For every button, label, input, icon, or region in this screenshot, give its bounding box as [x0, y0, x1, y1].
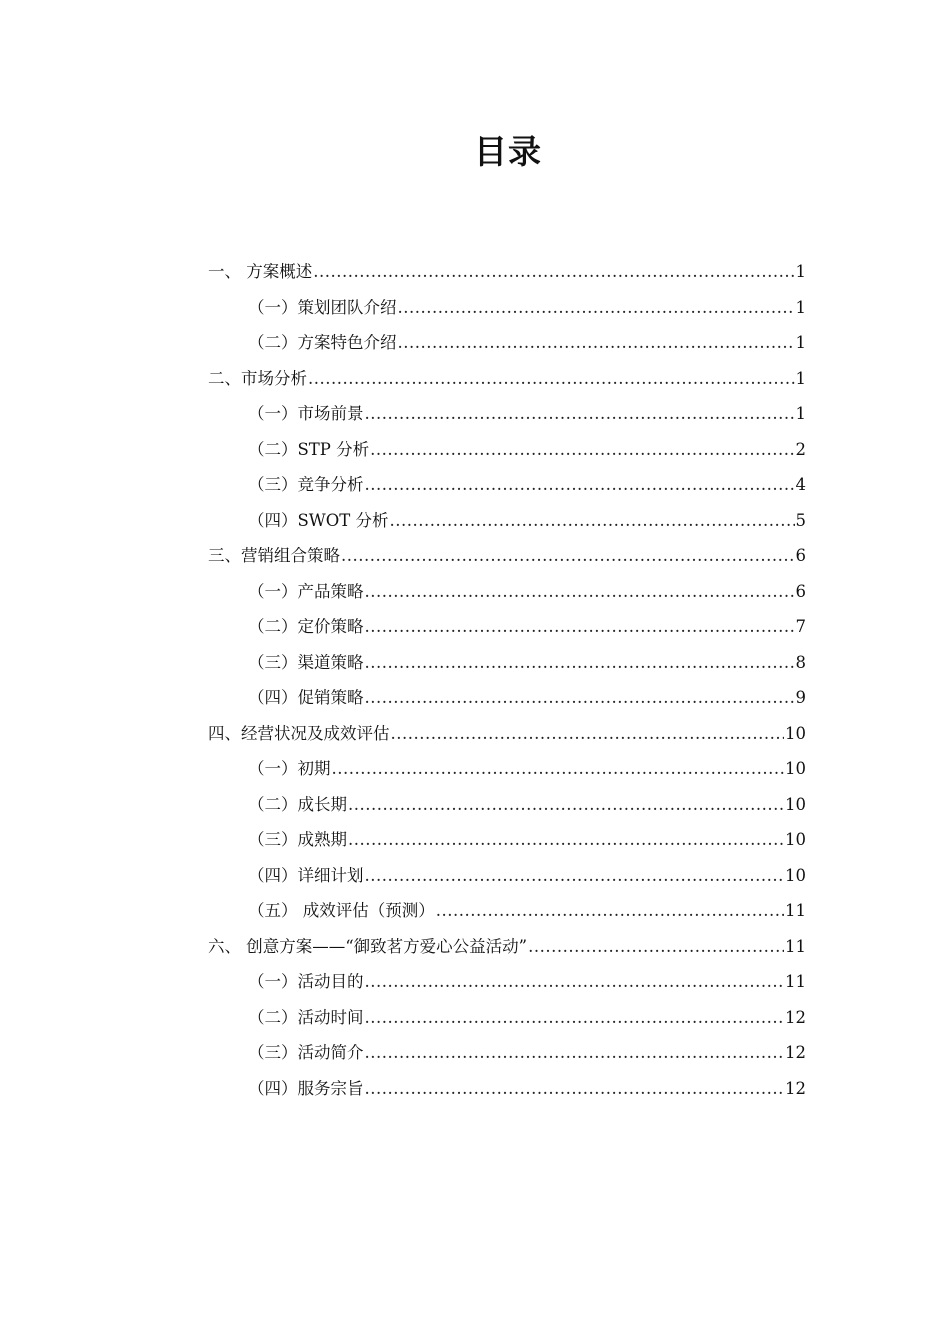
toc-page-number: 12 — [785, 1078, 806, 1098]
toc-dot-leader — [313, 254, 794, 290]
toc-subsection-entry[interactable] — [208, 822, 806, 858]
toc-page-number: 8 — [795, 652, 806, 672]
toc-entry-label: （一）产品策略 — [248, 581, 364, 601]
toc-page-number: 11 — [785, 972, 806, 991]
toc-entry-label: （一）初期 — [248, 759, 331, 778]
toc-entry-label: （四）SWOT 分析 — [248, 510, 389, 530]
toc-subsection-entry[interactable] — [208, 325, 806, 361]
toc-page-number: 10 — [785, 865, 806, 885]
toc-page-number: 10 — [785, 830, 806, 849]
toc-page-number: 4 — [795, 475, 806, 494]
toc-entry-label: （三）成熟期 — [248, 830, 347, 849]
toc-dot-leader — [348, 822, 784, 858]
toc-dot-leader — [528, 929, 784, 965]
toc-dot-leader — [391, 716, 785, 752]
toc-entry-label: （三）渠道策略 — [248, 652, 364, 672]
toc-entry-label: （二）活动时间 — [248, 1007, 364, 1027]
toc-subsection-entry[interactable] — [208, 1000, 806, 1036]
toc-dot-leader — [365, 964, 785, 1000]
toc-entry-label: （四）促销策略 — [248, 688, 364, 707]
toc-dot-leader — [370, 432, 794, 468]
toc-page-number: 10 — [785, 723, 806, 743]
toc-dot-leader — [365, 396, 795, 432]
toc-subsection-entry[interactable] — [208, 680, 806, 716]
toc-subsection-entry[interactable] — [208, 645, 806, 681]
toc-page-number: 6 — [795, 546, 806, 565]
toc-entry-label: 六、 创意方案——“御致茗方爱心公益活动” — [208, 936, 528, 956]
toc-section-entry[interactable] — [208, 716, 806, 752]
toc-page-number: 1 — [795, 262, 806, 281]
toc-section-entry[interactable] — [208, 929, 806, 965]
toc-dot-leader — [398, 325, 795, 361]
toc-entry-label: （五） 成效评估（预测） — [248, 901, 435, 920]
toc-subsection-entry[interactable] — [208, 432, 806, 468]
toc-page-number: 1 — [795, 297, 806, 317]
toc-dot-leader — [365, 680, 795, 716]
toc-dot-leader — [365, 609, 795, 645]
toc-entry-label: （四）服务宗旨 — [248, 1078, 364, 1098]
toc-subsection-entry[interactable] — [208, 1071, 806, 1107]
toc-dot-leader — [365, 1000, 785, 1036]
toc-entry-label: （一）市场前景 — [248, 404, 364, 423]
toc-entry-label: 四、经营状况及成效评估 — [208, 723, 390, 743]
toc-page-number: 1 — [795, 404, 806, 423]
toc-page-number: 11 — [785, 936, 806, 956]
toc-subsection-entry[interactable] — [208, 396, 806, 432]
toc-subsection-entry[interactable] — [208, 467, 806, 503]
toc-subsection-entry[interactable] — [208, 787, 806, 823]
toc-entry-label: （一）活动目的 — [248, 972, 364, 991]
toc-page-number: 1 — [795, 333, 806, 352]
toc-dot-leader — [365, 467, 795, 503]
toc-dot-leader — [332, 751, 785, 787]
toc-entry-label: （二）方案特色介绍 — [248, 333, 397, 352]
toc-page-number: 2 — [795, 439, 806, 459]
toc-entry-label: （四）详细计划 — [248, 865, 364, 885]
toc-subsection-entry[interactable] — [208, 503, 806, 539]
toc-subsection-entry[interactable] — [208, 751, 806, 787]
page-title: 目录 — [474, 132, 542, 171]
toc-page-number: 1 — [795, 368, 806, 388]
toc-page-number: 6 — [795, 581, 806, 601]
toc-page-number: 12 — [785, 1007, 806, 1027]
table-of-contents — [208, 254, 806, 1106]
toc-subsection-entry[interactable] — [208, 893, 806, 929]
toc-entry-label: （二）成长期 — [248, 794, 347, 814]
toc-dot-leader — [398, 290, 795, 326]
toc-section-entry[interactable] — [208, 361, 806, 397]
toc-subsection-entry[interactable] — [208, 290, 806, 326]
toc-entry-label: 三、营销组合策略 — [208, 546, 340, 565]
toc-subsection-entry[interactable] — [208, 574, 806, 610]
toc-entry-label: （三）竞争分析 — [248, 475, 364, 494]
toc-dot-leader — [390, 503, 795, 539]
toc-dot-leader — [365, 574, 795, 610]
toc-dot-leader — [341, 538, 795, 574]
toc-dot-leader — [365, 858, 785, 894]
toc-subsection-entry[interactable] — [208, 964, 806, 1000]
toc-page-number: 11 — [785, 901, 806, 920]
toc-dot-leader — [365, 645, 795, 681]
toc-subsection-entry[interactable] — [208, 858, 806, 894]
toc-subsection-entry[interactable] — [208, 1035, 806, 1071]
toc-page-number: 10 — [785, 759, 806, 778]
toc-subsection-entry[interactable] — [208, 609, 806, 645]
toc-entry-label: （二）STP 分析 — [248, 439, 370, 459]
toc-dot-leader — [365, 1035, 785, 1071]
toc-dot-leader — [365, 1071, 785, 1107]
toc-section-entry[interactable] — [208, 254, 806, 290]
toc-page-number: 7 — [795, 617, 806, 636]
toc-entry-label: （一）策划团队介绍 — [248, 297, 397, 317]
toc-entry-label: 二、市场分析 — [208, 368, 307, 388]
toc-section-entry[interactable] — [208, 538, 806, 574]
toc-page-number: 10 — [785, 794, 806, 814]
toc-dot-leader — [436, 893, 784, 929]
toc-page-number: 9 — [795, 688, 806, 707]
toc-page-number: 12 — [785, 1043, 806, 1062]
toc-entry-label: 一、 方案概述 — [208, 262, 313, 281]
toc-page-number: 5 — [795, 510, 806, 530]
toc-entry-label: （三）活动简介 — [248, 1043, 364, 1062]
toc-dot-leader — [308, 361, 795, 397]
toc-entry-label: （二）定价策略 — [248, 617, 364, 636]
toc-dot-leader — [348, 787, 784, 823]
